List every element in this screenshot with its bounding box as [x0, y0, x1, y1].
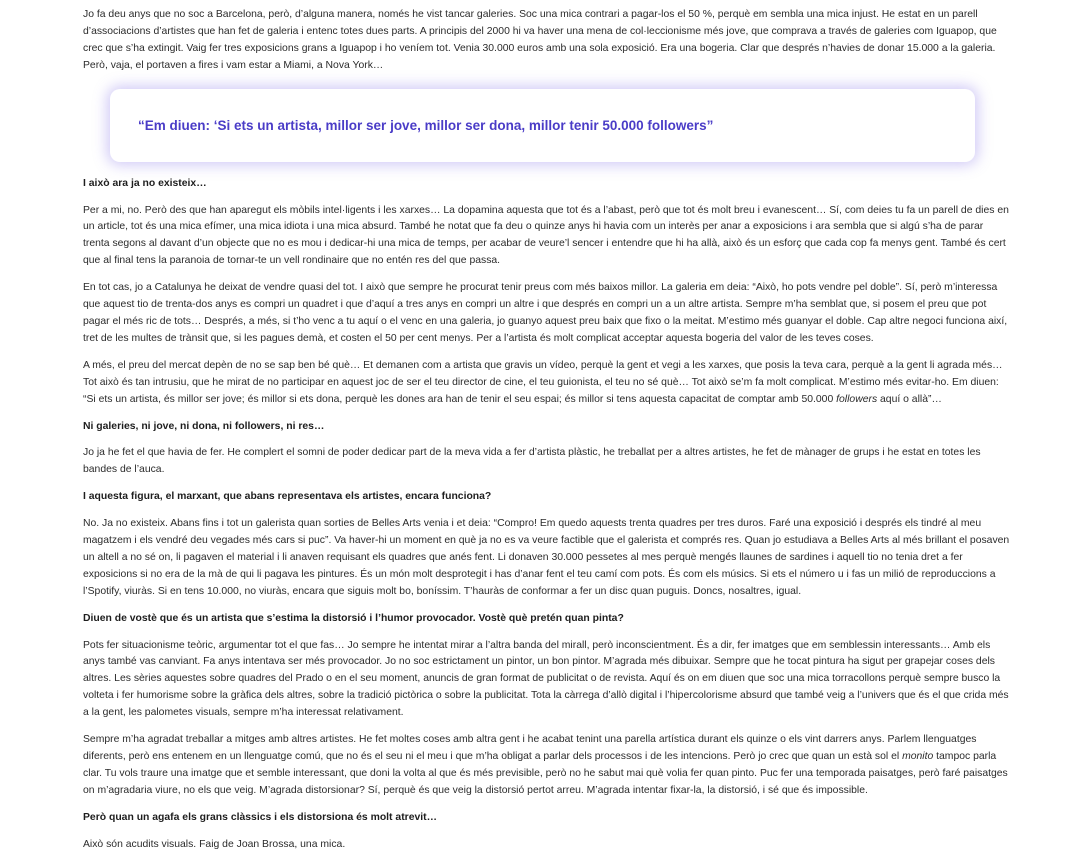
text-run: Sempre m’ha agradat treballar a mitges amb altres artistes. He fet moltes coses amb altra gent i he acabat tenint una parella artística durant els quinze o els vint darrers anys. Parlem llenguatges diferents, però ens entenem en un llenguatge comú, que no és el seu ni el meu i que m’ha obligat a parlar dels processos i de les intencions. Però jo crec que quan un està sol el [83, 734, 977, 762]
answer-paragraph: Jo ja he fet el que havia de fer. He complert el somni de poder dedicar part de la meva vida a fer d’artista plàstic, he treballat per a altres artistes, he fet de mànager de grups i he estat en totes les bandes de l’auca. [83, 447, 981, 476]
question-heading-5: Però quan un agafa els grans clàssics i els distorsiona és molt atrevit… [83, 811, 437, 823]
text-run: aquí o allà”… [877, 393, 942, 405]
answer-paragraph: Per a mi, no. Però des que han aparegut els mòbils intel·ligents i les xarxes… La dopamina aquesta que tot és a l’abast, però que tot és molt breu i evanescent… Sí, com deies tu fa un parell de dies en un article, tot és una mica efímer, una mica idiota i una mica absurd. També he notat que fa deu o quinze anys hi havia com un interès per anar a exposicions i ara sembla que si algú s’ha de parar trenta segons al davant d’un objecte que no es mou i dedicar-hi una mica de temps, per acabar de veure’l sencer i entendre que hi ha allà, això és un esforç que cada cop fa menys gent. També és cert que al final tens la paranoia de tornar-te un vell rondinaire que no entén res del que passa. [83, 204, 1009, 267]
answer-paragraph: Pots fer situacionisme teòric, argumentar tot el que fas… Jo sempre he intentat mirar a l’altra banda del mirall, però inconscientment. És a dir, fer imatges que em semblessin interessants… Amb els anys també vas canviant. Fa anys intentava ser més provocador. Jo no soc estrictament un pintor, un bon pintor. M’agrada més dibuixar. Sempre que he tocat pintura ha sigut per grapejar coses dels altres. Les sèries aquestes sobre quadres del Prado o en el seu moment, anuncis de gran format de publicitat o de revista. Aquí és on em diuen que soc una mica torracollons perquè sempre busco la volteta i fer humorisme sobre la gràfica dels altres, sobre la tradició pictòrica o sobre la publicitat. Tota la càrrega d’allò digital i l’hipercolorisme absurd que també veig a l’univers que és el que crida més a la gent, les palometes visuals, sempre m’ha interessat relativament. [83, 639, 1009, 719]
answer-paragraph: No. Ja no existeix. Abans fins i tot un galerista quan sorties de Belles Arts venia i et deia: “Compro! Em quedo aquests trenta quadres per tres duros. Faré una exposició i després els tindré al meu magatzem i els vendré deu vegades més cars si puc”. Va haver-hi un moment en què ja no es va veure factible que el galerista et comprés res. Quan jo estudiava a Belles Arts al més brillant el posaven un altell a no sé on, li pagaven el material i li anaven requisant els quadres que anés fent. Li donaven 30.000 pessetes al mes perquè mengés llaunes de sardines i aquell tio no tenia dret a fer exposicions si no era de la mà de qui li pagava les pintures. És un món molt desprotegit i has d’anar fent el teu camí com pots. És com els músics. Si ets el número u i fas un milió de reproduccions a l’Spotify, viuràs. Si en tens 10.000, no viuràs, encara que siguis molt bo, boníssim. T’hauràs de conformar a fer un disc quan puguis. Doncs, nosaltres, igual. [83, 518, 1010, 597]
answer-paragraph [83, 732, 1011, 800]
pullquote-box [110, 89, 975, 162]
article-body [83, 0, 1011, 854]
answer-paragraph [83, 358, 1011, 409]
italic-term: monito [902, 751, 934, 762]
answer-paragraph: Això són acudits visuals. Faig de Joan Brossa, una mica. [83, 838, 346, 850]
question-heading-2: Ni galeries, ni jove, ni dona, ni followers, ni res… [83, 420, 325, 432]
question-heading-4: Diuen de vostè que és un artista que s’estima la distorsió i l’humor provocador. Vostè què pretén quan pinta? [83, 612, 624, 624]
paragraph-intro: Jo fa deu anys que no soc a Barcelona, però, d’alguna manera, només he vist tancar galeries. Soc una mica contrari a pagar-los el 50 %, perquè em sembla una mica injust. He estat en un parell d’associacions d’artistes que han fet de galeria i entenc totes dues parts. A principis del 2000 hi va haver una mena de col·leccionisme més jove, que comprava a través de galeries com Iguapop, que crec que s’ha extingit. Vaig fer tres exposicions grans a Iguapop i ho veníem tot. Venia 30.000 euros amb una sola exposició. Era una bogeria. Clar que després n’havies de donar 15.000 a la galeria. Però, vaja, el portaven a fires i vam estar a Miami, a Nova York… [83, 9, 997, 71]
question-heading-3: I aquesta figura, el marxant, que abans representava els artistes, encara funciona? [83, 491, 492, 503]
text-run: A més, el preu del mercat depèn de no se sap ben bé què… Et demanen com a artista que gravis un vídeo, perquè la gent et vegi a les xarxes, que posis la teva cara, perquè a la gent li agrada més… Tot això és tan intrusiu, que he mirat de no participar en aquest joc de ser el teu director de cine, el teu guionista, el teu no sé què… Tot això se’m fa molt complicat. M’estimo més evitar-ho. Em diuen: “Si ets un artista, és millor ser jove; és millor si ets dona, perquè les dones ara han de tenir el seu espai; és millor si tens aquesta capacitat de comptar amb 50.000 [83, 359, 1003, 405]
answer-paragraph: En tot cas, jo a Catalunya he deixat de vendre quasi del tot. I això que sempre he procurat tenir preus com més baixos millor. La galeria em deia: “Això, ho pots vendre pel doble”. Sí, però m’interessa que aquest tio de trenta-dos anys es compri un quadret i que d’aquí a tres anys en compri un altre i que després en compri un a un altre artista. Sempre m’ha semblat que, si posem el preu que pot pagar el més ric de tots… Després, a més, si t’ho venc a tu aquí o el venc en una galeria, jo guanyo aquest preu baix que fixo o la meitat. M’estimo més guanyar el doble. Cap altre negoci funciona així, tret de les multes de trànsit que, si les pagues demà, et costen el 50 per cent menys. Per a l’artista és molt complicat acceptar aquesta bogeria del valor de les teves coses. [83, 282, 1008, 344]
italic-term: followers [836, 393, 878, 405]
text-run: tampoc parla clar. Tu vols traure una imatge que et semble interessant, que doni la volta al que és més previsible, però no he sabut mai què volia fer quan pinto. Puc fer una temporada paisatges, però faré paisatges on m’agradaria viure, no els que veig. M’agrada distorsionar? Sí, perquè és que veig la distorsió pertot arreu. M’agrada intentar fixar-la, la distorsió, i sé que és impossible. [83, 751, 1008, 796]
question-heading-1: I això ara ja no existeix… [83, 177, 207, 189]
pullquote-text: “Em diuen: ‘Si ets un artista, millor ser jove, millor ser dona, millor tenir 50.000 followers” [138, 117, 714, 133]
